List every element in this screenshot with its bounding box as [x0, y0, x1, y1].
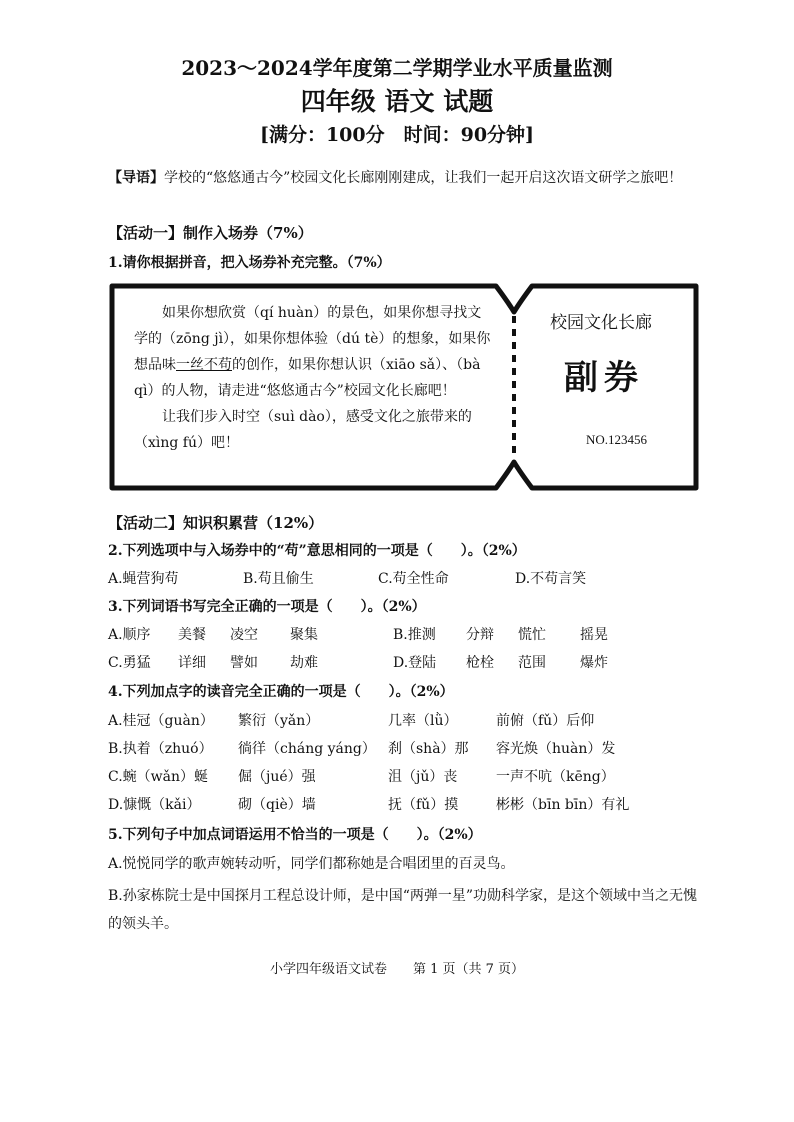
ticket-paragraph-1 [134, 300, 494, 404]
q3-option-a-3: 凌空 [230, 627, 258, 643]
q4-option-d-2: 砌（qiè）墙 [238, 797, 316, 813]
q2-option-b: B.苟且偷生 [243, 571, 314, 587]
q5-option-a: A.悦悦同学的歌声婉转动听，同学们都称她是合唱团里的百灵鸟。 [108, 856, 515, 872]
q2-option-a: A.蝇营狗苟 [108, 571, 179, 587]
page-footer: 小学四年级语文试卷 第 1 页（共 7 页） [269, 962, 525, 977]
q4-option-b-3: 刹（shà）那 [388, 741, 469, 757]
activity2-heading: 【活动二】知识积累营（12%） [108, 514, 324, 532]
q3-option-c-2: 详细 [178, 655, 206, 671]
ticket-number: NO.123456 [586, 432, 648, 447]
ticket-text [134, 300, 494, 456]
q4-option-b-2: 徜徉（cháng yáng） [238, 741, 376, 757]
exam-title-subject: 四年级 语文 试题 [300, 87, 494, 116]
q4-option-c-3: 沮（jǔ）丧 [388, 769, 458, 785]
q3-option-d-1: D.登陆 [393, 655, 437, 671]
q4-option-a-4: 前俯（fǔ）后仰 [496, 713, 595, 729]
admission-ticket [108, 282, 700, 492]
intro-tag: 【导语】 [108, 170, 164, 186]
question-5: 5.下列句子中加点词语运用不恰当的一项是（ ）。（2%） [108, 827, 482, 843]
q3-option-d-3: 范围 [518, 655, 546, 671]
q2-option-d: D.不苟言笑 [515, 571, 587, 587]
exam-title-year: 2023～2024学年度第二学期学业水平质量监测 [181, 56, 613, 80]
q4-option-a-2: 繁衍（yǎn） [238, 713, 320, 729]
question-2: 2.下列选项中与入场券中的“苟”意思相同的一项是（ ）。（2%） [108, 543, 526, 559]
question-4: 4.下列加点字的读音完全正确的一项是（ ）。（2%） [108, 684, 454, 700]
q3-option-b-4: 摇晃 [580, 627, 608, 643]
ticket-text-part: 的创作，如果你想认识（xiāo sǎ）、（bà qì）的人物，请走进“悠悠通古今”校园文化长廊吧！ [134, 357, 481, 399]
intro-paragraph [108, 163, 708, 193]
q4-option-c-2: 倔（jué）强 [238, 769, 316, 785]
ticket-text-part: 如果你想欣赏（qí huàn）的景色，如果你想寻找文学的（zōng jì），如果你想体验（dú tè）的想象，如果你想品味 [134, 305, 491, 373]
q3-option-a-2: 美餐 [178, 627, 206, 643]
q4-option-d-3: 抚（fǔ）摸 [388, 797, 459, 813]
q3-option-b-2: 分辩 [466, 627, 494, 643]
q3-option-a-1: A.顺序 [108, 627, 151, 643]
q3-option-a-4: 聚集 [290, 627, 318, 643]
q3-option-c-4: 劫难 [290, 655, 318, 671]
intro-text: 学校的“悠悠通古今”校园文化长廊刚刚建成，让我们一起开启这次语文研学之旅吧！ [164, 170, 683, 186]
q4-option-c-4: 一声不吭（kēng） [496, 769, 615, 785]
ticket-paragraph-2: 让我们步入时空（suì dào），感受文化之旅带来的（xìng fú）吧！ [134, 409, 472, 451]
stub-title: 校园文化长廊 [550, 313, 652, 333]
question-1: 1.请你根据拼音，把入场券补充完整。（7%） [108, 255, 391, 271]
q4-option-b-4: 容光焕（huàn）发 [496, 741, 616, 757]
q2-option-c: C.苟全性命 [378, 571, 449, 587]
q3-option-b-3: 慌忙 [518, 627, 546, 643]
q4-option-c-1: C.蜿（wǎn）蜒 [108, 769, 209, 785]
q3-option-d-2: 枪栓 [466, 655, 494, 671]
q3-option-d-4: 爆炸 [580, 655, 608, 671]
q3-option-b-1: B.推测 [393, 627, 436, 643]
stub-label: 副券 [564, 358, 644, 398]
q4-option-a-3: 几率（lǜ） [388, 713, 458, 729]
activity1-heading: 【活动一】制作入场券（7%） [108, 224, 313, 242]
q4-option-d-1: D.慷慨（kǎi） [108, 797, 201, 813]
q3-option-c-1: C.勇猛 [108, 655, 151, 671]
q4-option-d-4: 彬彬（bīn bīn）有礼 [496, 797, 630, 813]
q3-option-c-3: 譬如 [230, 655, 258, 671]
underlined-word: 一丝不苟 [176, 357, 232, 373]
q4-option-a-1: A.桂冠（guàn） [108, 713, 214, 729]
question-3: 3.下列词语书写完全正确的一项是（ ）。（2%） [108, 599, 426, 615]
exam-score-time: [满分：100分 时间：90分钟] [259, 124, 535, 146]
q5-option-b: B.孙家栋院士是中国探月工程总设计师，是中国“两弹一星”功勋科学家，是这个领域中当之无愧的领头羊。 [108, 888, 698, 932]
q4-option-b-1: B.执着（zhuó） [108, 741, 213, 757]
